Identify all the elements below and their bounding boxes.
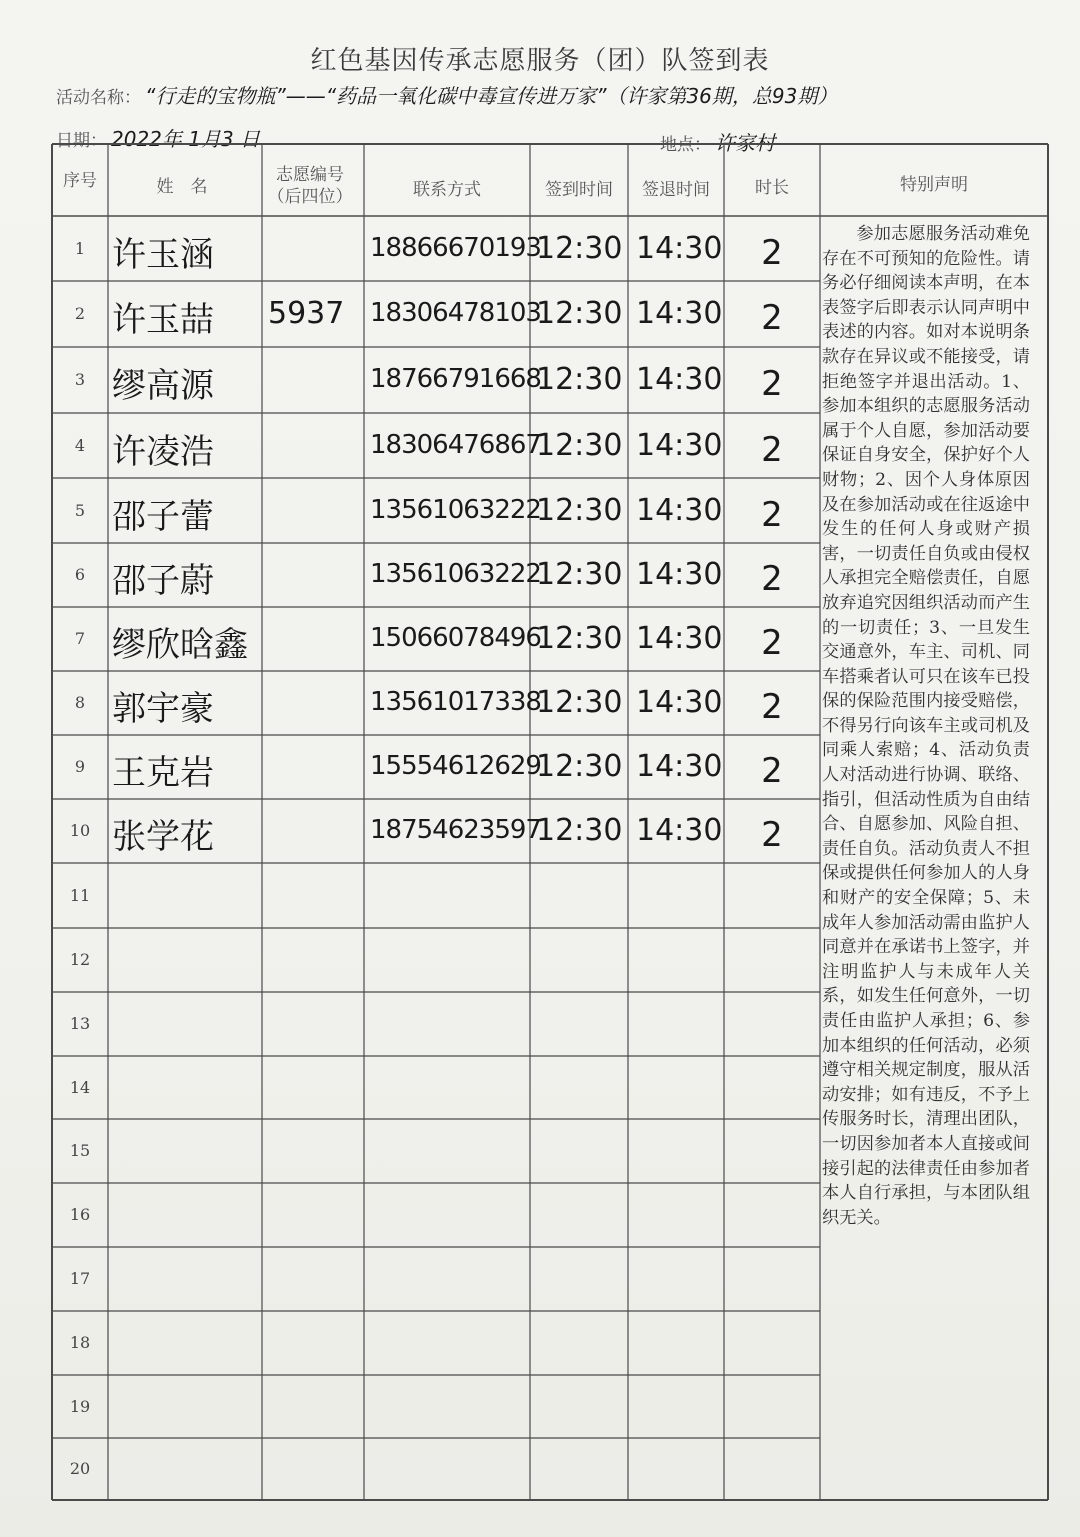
sheet-title: 红色基因传承志愿服务（团）队签到表 xyxy=(310,46,770,76)
header-duration: 时长 xyxy=(755,178,789,198)
volunteer-name: 许凌浩 xyxy=(112,431,214,472)
location-value: 许家村 xyxy=(715,131,775,155)
row-number: 6 xyxy=(74,565,86,584)
contact-phone: 18866670193 xyxy=(370,232,541,263)
sign-in-time: 12:30 xyxy=(536,685,623,720)
row-number: 17 xyxy=(69,1269,91,1288)
activity-label: 活动名称： xyxy=(56,88,141,108)
row-number: 16 xyxy=(69,1205,91,1224)
header-contact: 联系方式 xyxy=(413,180,481,200)
header-volunteer-id: 志愿编号（后四位） xyxy=(267,165,353,207)
sign-out-time: 14:30 xyxy=(636,230,723,266)
row-number: 15 xyxy=(69,1141,91,1160)
row-number: 1 xyxy=(74,238,86,258)
sign-out-time: 14:30 xyxy=(636,749,723,784)
duration-hours: 2 xyxy=(761,364,783,404)
contact-phone: 13561063222 xyxy=(370,559,541,589)
sign-out-time: 14:30 xyxy=(636,296,723,331)
sign-in-time: 12:30 xyxy=(536,621,623,656)
header-seq: 序号 xyxy=(63,171,97,191)
contact-phone: 18766791668 xyxy=(370,364,541,394)
duration-hours: 2 xyxy=(761,623,783,663)
row-number: 14 xyxy=(69,1077,91,1097)
row-number: 3 xyxy=(74,370,86,389)
header-sign-in: 签到时间 xyxy=(545,180,613,200)
contact-phone: 18306476867 xyxy=(370,429,541,460)
contact-phone: 13561063222 xyxy=(370,494,541,525)
sign-out-time: 14:30 xyxy=(636,557,723,592)
contact-phone: 15066078496 xyxy=(370,623,541,653)
sign-in-time: 12:30 xyxy=(536,230,623,266)
location-label: 地点： xyxy=(660,135,711,155)
sign-in-time: 12:30 xyxy=(536,813,623,848)
date-value: 2022年 1月3 日 xyxy=(111,127,261,151)
row-number: 10 xyxy=(69,821,91,840)
row-number: 20 xyxy=(69,1459,91,1478)
sign-in-time: 12:30 xyxy=(536,557,623,592)
duration-hours: 2 xyxy=(761,232,783,273)
duration-hours: 2 xyxy=(761,559,783,599)
sign-in-time: 12:30 xyxy=(536,296,623,331)
row-number: 11 xyxy=(69,885,91,905)
date-label: 日期： xyxy=(56,131,107,151)
sign-out-time: 14:30 xyxy=(636,362,723,397)
volunteer-name: 邵子蔚 xyxy=(112,561,214,601)
duration-hours: 2 xyxy=(761,429,783,470)
volunteer-name: 缪欣晗鑫 xyxy=(112,625,248,665)
row-number: 5 xyxy=(74,500,86,520)
sign-out-time: 14:30 xyxy=(636,492,723,528)
row-number: 2 xyxy=(74,304,86,323)
row-number: 18 xyxy=(69,1333,91,1352)
duration-hours: 2 xyxy=(761,298,783,338)
row-number: 7 xyxy=(74,629,86,648)
volunteer-name: 许玉喆 xyxy=(112,300,214,340)
sign-out-time: 14:30 xyxy=(636,621,723,656)
duration-hours: 2 xyxy=(761,815,783,855)
row-number: 9 xyxy=(74,757,86,776)
sign-in-time: 12:30 xyxy=(536,362,623,397)
activity-name: “行走的宝物瓶”——“药品一氧化碳中毒宣传进万家”（许家第36期，总93期） xyxy=(145,84,838,108)
contact-phone: 13561017338 xyxy=(370,687,541,717)
volunteer-name: 王克岩 xyxy=(112,753,214,793)
row-number: 19 xyxy=(69,1396,91,1416)
duration-hours: 2 xyxy=(761,687,783,727)
volunteer-name: 缪高源 xyxy=(112,366,214,406)
volunteer-id: 5937 xyxy=(268,296,345,331)
special-statement-text: 参加志愿服务活动难免存在不可预知的危险性。请务必仔细阅读本声明，在本表签字后即表示认同声明中表述的内容。如对本说明条款存在异议或不能接受，请拒绝签字并退出活动。1、参加本组织的志愿服务活动属于个人自愿，参加活动要保证自身安全，保护好个人财物；2、因个人身体原因及在参加活动或在往返途中发生的任何人身或财产损害，一切责任自负或由侵权人承担完全赔偿责任，自愿放弃追究因组织活动而产生的一切责任；3、一旦发生交通意外，车主、司机、同车搭乘者认可只在该车已投保的保险范围内接受赔偿，不得另行向该车主或司机及同乘人索赔；4、活动负责人对活动进行协调、联络、指引，但活动性质为自由结合、自愿参加、风险自担、责任自负。活动负责人不担保或提供任何参加人的人身和财产的安全保障；5、未成年人参加活动需由监护人同意并在承诺书上签字，并注明监护人与未成年人关系，如发生任何意外，一切责任由监护人承担；6、参加本组织的任何活动，必须遵守相关规定制度，服从活动安排；如有违反，不予上传服务时长，清理出团队，一切因参加者本人直接或间接引起的法律责任由参加者本人自行承担，与本团队组织无关。 xyxy=(822,224,1030,1228)
sign-out-time: 14:30 xyxy=(636,685,723,720)
header-name: 姓 名 xyxy=(156,177,208,197)
header-statement: 特别声明 xyxy=(900,175,968,195)
header-sign-out: 签退时间 xyxy=(642,180,710,200)
sign-out-time: 14:30 xyxy=(636,813,723,848)
sign-in-time: 12:30 xyxy=(536,749,623,784)
contact-phone: 18306478103 xyxy=(370,298,541,328)
row-number: 4 xyxy=(74,435,86,455)
volunteer-name: 郭宇豪 xyxy=(112,689,214,729)
duration-hours: 2 xyxy=(761,751,783,791)
row-number: 8 xyxy=(74,693,86,712)
volunteer-name: 张学花 xyxy=(112,817,214,857)
contact-phone: 18754623597 xyxy=(370,815,541,845)
duration-hours: 2 xyxy=(761,494,783,535)
volunteer-name: 许玉涵 xyxy=(112,234,214,275)
sign-out-time: 14:30 xyxy=(636,427,723,463)
volunteer-name: 邵子蕾 xyxy=(112,496,214,537)
row-number: 12 xyxy=(69,950,91,969)
sign-in-time: 12:30 xyxy=(536,492,623,528)
row-number: 13 xyxy=(69,1014,91,1033)
contact-phone: 15554612629 xyxy=(370,751,541,781)
sign-in-time: 12:30 xyxy=(536,427,623,463)
